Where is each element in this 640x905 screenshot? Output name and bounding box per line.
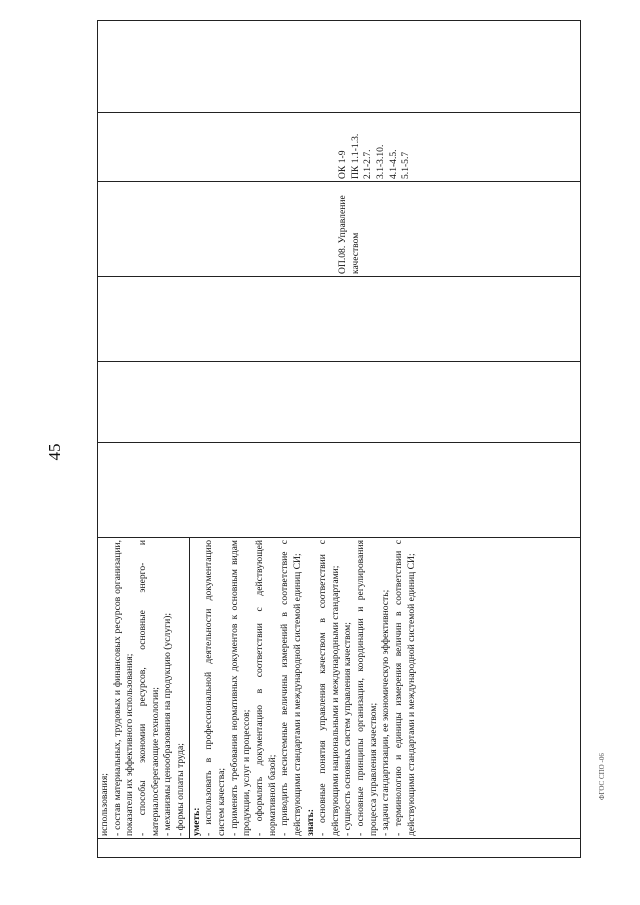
znat-item: - задачи стандартизации, ее экономическую эффективность; [380,589,392,836]
competency-code: 5.1-5.7 [400,151,412,179]
competency-code: 3.1-3.10. [374,144,386,179]
competency-code: ПК 1.1-1.3. [349,133,361,179]
znat-item: - основные принципы организации, координации и регулирования процесса управления качеством; [355,540,379,836]
znat-item: - терминологию и единицы измерения величин в соответствии с действующими стандартами и международной системой единиц СИ; [393,540,417,836]
competency-cell [98,113,581,182]
content-line: - способы экономии ресурсов, основные энерго- и материалосберегающие технологии; [136,540,161,836]
umet-item: - применять требования нормативных документов к основным видам продукции, услуг и процессов; [228,540,253,836]
page-number: 45 [45,443,64,461]
content-line: - состав материальных, трудовых и финансовых ресурсов организации, показатели их эффективного использования; [111,540,136,836]
index-cell [98,839,581,858]
competency-table [97,20,581,858]
empty-cell [98,21,581,113]
competency-code: 4.1-4.5. [387,149,399,179]
table-row [98,21,581,858]
znat-item: - основные понятия управления качеством в соответствии с действующими национальными и международными стандартами; [317,540,341,836]
empty-cell [98,362,581,443]
spacer [99,115,337,179]
content-line: использования; [99,773,110,836]
competency-code: ОК 1-9 [337,150,348,179]
umet-heading: уметь: [190,807,202,836]
umet-item: - приводить несистемные величины измерений в соответствие с действующими стандартами и международной системой единиц СИ; [279,540,303,836]
rotated-table-container [97,20,581,858]
umet-item: - использовать в профессиональной деятельности документацию систем качества; [203,540,227,836]
znat-item: - сущность основных систем управления качеством; [342,622,354,836]
empty-cell [98,277,581,362]
empty-cell [98,443,581,538]
content-line: - формы оплаты труда; [174,743,186,836]
content-line: - механизмы ценообразования на продукцию (услуги); [162,612,174,836]
discipline-cell [98,182,581,277]
spacer [99,184,337,274]
competency-code: 2.1-2.7. [362,149,374,179]
content-cell [98,538,581,839]
umet-item: - оформлять документацию в соответствии с действующей нормативной базой; [253,540,278,836]
discipline-name: ОП.08. Управление качеством [337,195,361,274]
znat-heading: знать: [304,809,316,836]
row-separator [189,538,190,838]
margin-note: ФГОС СПО -06 [598,753,606,800]
